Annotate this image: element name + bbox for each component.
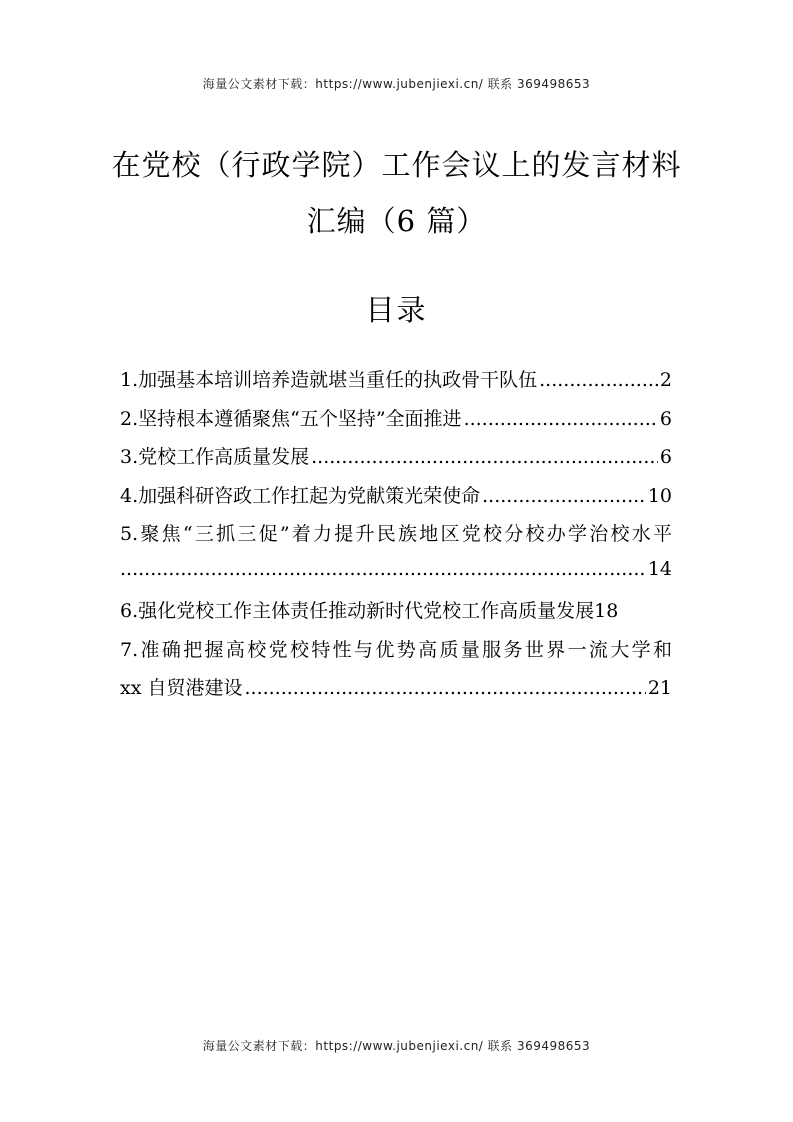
toc-leader-dots bbox=[120, 558, 646, 580]
toc-entry-3[interactable] bbox=[120, 442, 672, 481]
table-of-contents bbox=[120, 365, 672, 712]
toc-entry-2[interactable] bbox=[120, 404, 672, 443]
document-title-line-1: 在党校（行政学院）工作会议上的发言材料 bbox=[111, 148, 682, 182]
toc-leader-dots bbox=[539, 369, 658, 391]
toc-entry-page: 14 bbox=[647, 557, 672, 580]
toc-entry-title: 5.聚焦“三抓三促”着力提升民族地区党校分校办学治校水平 bbox=[120, 523, 672, 545]
toc-entry-5-line-2[interactable] bbox=[120, 558, 672, 597]
toc-leader-dots bbox=[482, 485, 646, 507]
toc-entry-page: 6 bbox=[659, 407, 672, 430]
toc-entry-title: 7.准确把握高校党校特性与优势高质量服务世界一流大学和 bbox=[120, 638, 672, 661]
toc-entry-6[interactable] bbox=[120, 596, 672, 635]
toc-entry-7-line-2[interactable] bbox=[120, 673, 672, 712]
toc-leader-dots bbox=[244, 677, 645, 699]
toc-entry-title: 1.加强基本培训培养造就堪当重任的执政骨干队伍 bbox=[120, 369, 538, 391]
toc-entry-title: 2.坚持根本遵循聚焦“五个坚持”全面推进 bbox=[120, 407, 462, 430]
toc-entry-4[interactable] bbox=[120, 481, 672, 520]
toc-entry-page: 21 bbox=[647, 677, 672, 699]
toc-entry-page: 10 bbox=[647, 484, 672, 507]
toc-entry-5-line-1[interactable] bbox=[120, 519, 672, 558]
toc-entry-7-line-1[interactable] bbox=[120, 635, 672, 674]
toc-entry-page: 18 bbox=[594, 600, 619, 622]
toc-leader-dots bbox=[311, 446, 658, 468]
toc-entry-page: 2 bbox=[659, 369, 672, 391]
toc-entry-title: 3.党校工作高质量发展 bbox=[120, 446, 310, 468]
page-footer: 海量公文素材下载：https://www.jubenjiexi.cn/ 联系 369498653 bbox=[202, 1039, 591, 1053]
document-title-line-2: 汇编（6 篇） bbox=[306, 204, 487, 238]
toc-entry-title: 4.加强科研咨政工作扛起为党献策光荣使命 bbox=[120, 484, 481, 507]
toc-entry-page: 6 bbox=[659, 446, 672, 468]
toc-entry-title-continued: xx 自贸港建设 bbox=[120, 677, 243, 699]
toc-entry-1[interactable] bbox=[120, 365, 672, 404]
toc-entry-title: 6.强化党校工作主体责任推动新时代党校工作高质量发展 bbox=[120, 600, 595, 622]
page-header: 海量公文素材下载：https://www.jubenjiexi.cn/ 联系 369498653 bbox=[202, 77, 591, 91]
toc-leader-dots bbox=[464, 408, 658, 430]
toc-heading: 目录 bbox=[365, 293, 428, 327]
